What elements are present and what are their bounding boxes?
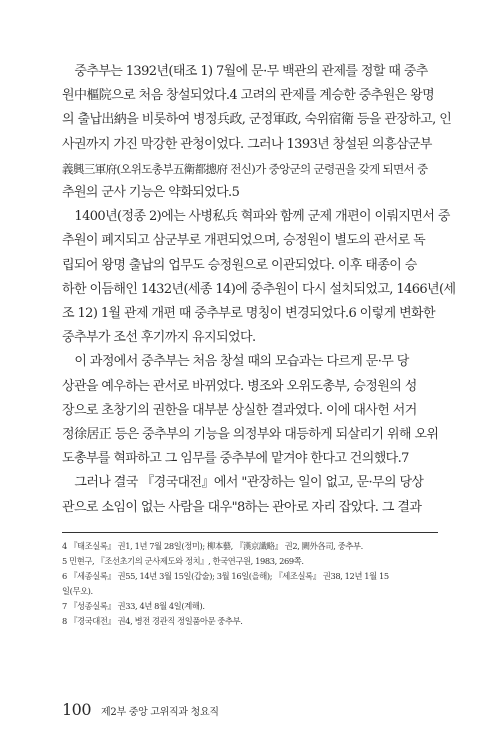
body-line: 도총부를 혁파하고 그 임무를 중추부에 맡겨야 한다고 건의했다.7 <box>62 451 409 467</box>
body-line: 이 과정에서 중추부는 처음 창설 때의 모습과는 다르게 문·무 당 <box>62 354 409 370</box>
body-line: 조 12) 1월 관제 개편 때 중추부로 명칭이 변경되었다.6 이렇게 변화한 <box>62 306 435 322</box>
footnote: 8 『경국대전』 권4, 병전 경관직 정일품아문 중추부. <box>62 616 243 626</box>
footnotes <box>62 539 442 629</box>
body-line: 립되어 왕명 출납의 업무도 승정원으로 이관되었다. 이후 태종이 승 <box>62 257 417 273</box>
body-line: 사권까지 가진 막강한 관청이었다. 그러나 1393년 창설된 의흥삼군부 <box>62 136 432 152</box>
body-line: 義興三軍府(오위도총부五衛都摠府 전신)가 중앙군의 군령권을 갖게 되면서 중 <box>62 161 428 176</box>
body-line: 하한 이듬해인 1432년(세종 14)에 중추원이 다시 설치되었고, 1466년(세 <box>62 281 456 297</box>
body-line: 중추부가 조선 후기까지 유지되었다. <box>62 330 256 346</box>
body-line: 1400년(정종 2)에는 사병私兵 혁파와 함께 군제 개편이 이뤄지면서 중 <box>62 209 450 225</box>
page-footer <box>62 700 219 719</box>
body-line: 관으로 소임이 없는 사람을 대우"8하는 관아로 자리 잡았다. 그 결과 <box>62 499 422 515</box>
body-line: 추원이 폐지되고 삼군부로 개편되었으며, 승정원이 별도의 관서로 독 <box>62 233 426 249</box>
footnote-divider <box>62 532 438 533</box>
page-number: 100 <box>62 700 92 719</box>
running-head: 제2부 중앙 고위직과 청요직 <box>101 707 219 718</box>
footnote: 4 『태조실록』 권1, 1년 7월 28일(정미); 柳本藝, 『漢京識略』 권2, 闕外各司, 중추부. <box>62 541 363 551</box>
body-line: 정徐居正 등은 중추부의 기능을 의정부와 대등하게 되살리기 위해 오위 <box>62 427 439 443</box>
body-line: 원中樞院으로 처음 창설되었다.4 고려의 관제를 계승한 중추원은 왕명 <box>62 88 435 104</box>
body-line: 의 출납出納을 비롯하여 병정兵政, 군정軍政, 숙위宿衛 등을 관장하고, 인 <box>62 112 452 128</box>
body-line: 중추부는 1392년(태조 1) 7월에 문·무 백관의 관제를 정할 때 중추 <box>62 64 428 79</box>
body-text <box>62 60 456 520</box>
footnote: 6 『세종실록』 권55, 14년 3월 15일(갑술); 3월 16일(을해); 『세조실록』 권38, 12년 1월 15 <box>62 571 389 581</box>
footnote: 7 『성종실록』 권33, 4년 8월 4일(계해). <box>62 601 205 611</box>
footnote: 일(무오). <box>62 586 93 596</box>
body-line: 장으로 초창기의 권한을 대부분 상실한 결과였다. 이에 대사헌 서거 <box>62 402 417 418</box>
body-line: 추원의 군사 기능은 약화되었다.5 <box>62 185 240 201</box>
footnote: 5 민현구, 『조선초기의 군사제도와 정치』, 한국연구원, 1983, 269쪽. <box>62 556 304 566</box>
body-line: 상관을 예우하는 관서로 바뀌었다. 병조와 오위도총부, 승정원의 성 <box>62 378 417 394</box>
body-line: 그러나 결국 『경국대전』에서 "관장하는 일이 없고, 문·무의 당상 <box>62 475 424 491</box>
